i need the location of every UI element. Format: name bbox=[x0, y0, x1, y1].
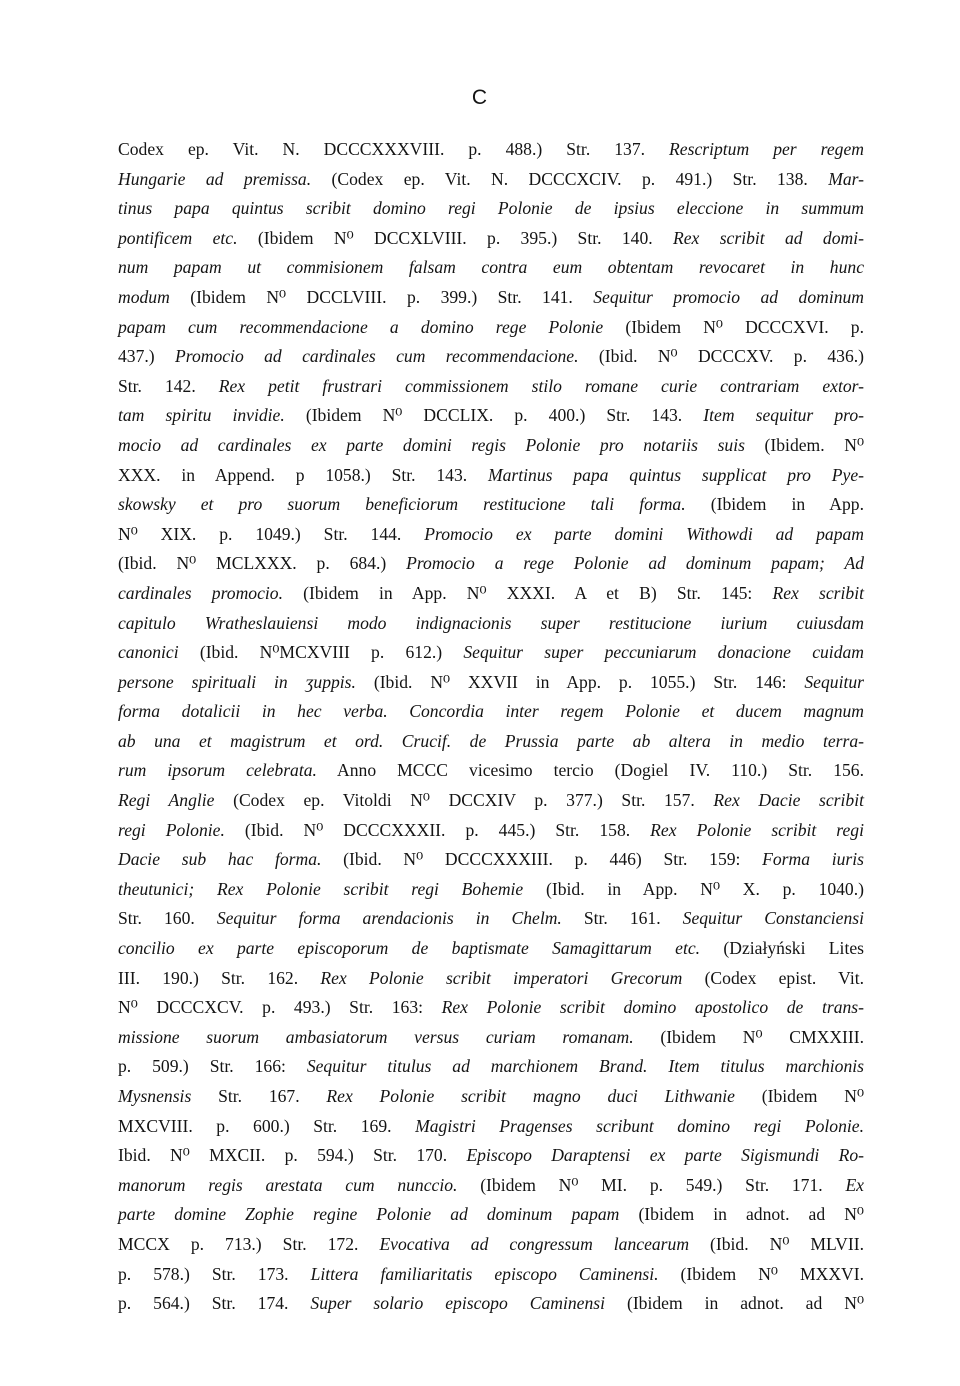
roman-text: (Ibidem N⁰ DCCLVIII. p. 399.) Str. 141. bbox=[169, 286, 594, 307]
roman-text: N⁰ XIX. p. 1049.) Str. 144. bbox=[118, 523, 425, 544]
italic-text: concilio ex parte episcoporum de baptismate Samagittarum etc. bbox=[118, 938, 701, 959]
roman-text: (Ibidem N⁰ DCCLIX. p. 400.) Str. 143. bbox=[284, 405, 704, 426]
text-line bbox=[118, 1052, 864, 1082]
italic-text: skowsky et pro suorum beneficiorum restitucione tali forma. bbox=[118, 494, 686, 515]
roman-text: (Ibidem in adnot. ad N⁰ bbox=[605, 1293, 865, 1314]
text-line bbox=[118, 461, 864, 491]
roman-text: III. 190.) Str. 162. bbox=[118, 967, 321, 988]
italic-text: manorum regis arestata cum nunccio. bbox=[118, 1174, 458, 1195]
text-line bbox=[118, 697, 864, 727]
text-line bbox=[118, 135, 864, 165]
text-line bbox=[118, 1141, 864, 1171]
text-line bbox=[118, 431, 864, 461]
roman-text: (Ibid. in App. N⁰ X. p. 1040.) bbox=[523, 878, 864, 899]
italic-text: forma dotalicii in hec verba. Concordia inter regem Polonie et ducem magnum bbox=[118, 701, 864, 722]
italic-text: Sequitur promocio ad dominum bbox=[593, 286, 865, 307]
italic-text: Mar- bbox=[828, 168, 864, 189]
roman-text: (Codex epist. Vit. bbox=[682, 967, 864, 988]
italic-text: tam spiritu invidie. bbox=[118, 405, 285, 426]
roman-text: (Działyński Lites bbox=[700, 938, 864, 959]
text-line bbox=[118, 1023, 864, 1053]
roman-text: MCCX p. 713.) Str. 172. bbox=[118, 1233, 380, 1254]
roman-text: Str. 160. bbox=[118, 908, 217, 929]
italic-text: Hungarie ad premissa. bbox=[118, 168, 312, 189]
italic-text: Rex Polonie scribit magno duci Lithwanie bbox=[326, 1086, 735, 1106]
italic-text: theutunici; Rex Polonie scribit regi Bohemie bbox=[118, 878, 524, 899]
italic-text: modum bbox=[118, 286, 170, 307]
italic-text: Rex Polonie scribit regi bbox=[650, 819, 864, 840]
italic-text: cardinales promocio. bbox=[118, 582, 283, 603]
text-line bbox=[118, 1082, 864, 1112]
roman-text: MXCVIII. p. 600.) Str. 169. bbox=[118, 1115, 416, 1136]
roman-text: p. 509.) Str. 166: bbox=[118, 1056, 307, 1077]
roman-text: (Ibid. N⁰MCXVIII p. 612.) bbox=[178, 642, 464, 663]
text-line bbox=[118, 1171, 864, 1201]
roman-text: (Ibidem in App. N⁰ XXXI. A et B) Str. 145: bbox=[282, 582, 773, 603]
text-line bbox=[118, 313, 864, 343]
italic-text: Ex bbox=[845, 1174, 864, 1195]
roman-text: Str. 161. bbox=[561, 908, 683, 929]
text-line bbox=[118, 786, 864, 816]
roman-text: (Codex ep. Vit. N. DCCCXCIV. p. 491.) Str. 138. bbox=[311, 168, 829, 189]
text-line bbox=[118, 194, 864, 224]
text-line bbox=[118, 520, 864, 550]
text-line bbox=[118, 1200, 864, 1230]
italic-text: Sequitur titulus ad marchionem Brand. Item titulus marchionis bbox=[306, 1056, 864, 1077]
italic-text: Rescriptum per regem bbox=[669, 139, 864, 159]
roman-text: (Ibidem in App. bbox=[685, 494, 864, 515]
roman-text: p. 578.) Str. 173. bbox=[118, 1263, 311, 1284]
italic-text: missione suorum ambasiatorum versus curiam romanam. bbox=[118, 1026, 634, 1047]
text-line bbox=[118, 993, 864, 1023]
italic-text: papam cum recommendacione a domino rege Polonie bbox=[118, 316, 604, 337]
roman-text: (Ibidem N⁰ CMXXIII. bbox=[633, 1026, 864, 1047]
body-text bbox=[118, 135, 864, 1319]
text-line bbox=[118, 342, 864, 372]
italic-text: Sequitur super peccuniarum donacione cuidam bbox=[463, 642, 864, 663]
italic-text: Rex scribit ad domi- bbox=[672, 227, 864, 248]
text-line bbox=[118, 401, 864, 431]
text-line bbox=[118, 1289, 864, 1319]
italic-text: Rex Polonie scribit imperatori Grecorum bbox=[320, 967, 683, 988]
text-line bbox=[118, 1230, 864, 1260]
italic-text: Rex Polonie scribit domino apostolico de trans- bbox=[441, 997, 864, 1018]
roman-text: (Ibid. N⁰ MCLXXX. p. 684.) bbox=[118, 553, 407, 574]
italic-text: Promocio a rege Polonie ad dominum papam; Ad bbox=[406, 553, 864, 574]
italic-text: Magistri Pragenses scribunt domino regi Polonie. bbox=[415, 1115, 864, 1136]
italic-text: num papam ut commisionem falsam contra eum obtentam revocaret in hunc bbox=[118, 257, 864, 278]
page-header: C bbox=[471, 86, 489, 109]
roman-text: Anno MCCC vicesimo tercio (Dogiel IV. 110.) Str. 156. bbox=[316, 760, 865, 781]
italic-text: Martinus papa quintus supplicat pro Pye- bbox=[487, 464, 865, 485]
roman-text: Str. 167. bbox=[191, 1086, 327, 1106]
text-line bbox=[118, 490, 864, 520]
text-line bbox=[118, 165, 864, 195]
text-line bbox=[118, 934, 864, 964]
roman-text: (Ibidem in adnot. ad N⁰ bbox=[619, 1204, 864, 1225]
italic-text: Rex Dacie scribit bbox=[713, 790, 864, 811]
text-line bbox=[118, 549, 864, 579]
roman-text: (Ibidem N⁰ DCCXLVIII. p. 395.) Str. 140. bbox=[237, 227, 673, 248]
italic-text: mocio ad cardinales ex parte domini regis Polonie pro notariis suis bbox=[118, 434, 745, 455]
italic-text: capitulo Wratheslauiensi modo indignacionis super restitucione iurium cuiusdam bbox=[118, 612, 864, 633]
italic-text: Dacie sub hac forma. bbox=[118, 849, 322, 870]
text-line bbox=[118, 224, 864, 254]
italic-text: rum ipsorum celebrata. bbox=[118, 760, 317, 781]
italic-text: regi Polonie. bbox=[118, 819, 225, 840]
roman-text: (Ibidem N⁰ MXXVI. bbox=[658, 1263, 864, 1284]
roman-text: N⁰ DCCCXCV. p. 493.) Str. 163: bbox=[118, 997, 442, 1018]
roman-text: (Ibid. N⁰ MLVII. bbox=[689, 1233, 864, 1254]
roman-text: XXX. in Append. p 1058.) Str. 143. bbox=[118, 464, 488, 485]
roman-text: (Ibid. N⁰ XXVII in App. p. 1055.) Str. 146: bbox=[355, 671, 805, 692]
italic-text: Sequitur Constanciensi bbox=[682, 908, 864, 929]
italic-text: Rex scribit bbox=[772, 582, 864, 603]
italic-text: persone spirituali in ʒuppis. bbox=[118, 671, 356, 692]
roman-text: (Ibid. N⁰ DCCCXV. p. 436.) bbox=[578, 346, 865, 367]
italic-text: Sequitur bbox=[804, 671, 864, 692]
roman-text: p. 564.) Str. 174. bbox=[118, 1293, 311, 1314]
roman-text: (Ibidem N⁰ bbox=[734, 1086, 864, 1106]
roman-text: (Ibidem N⁰ DCCCXVI. p. bbox=[603, 316, 864, 337]
italic-text: Promocio ad cardinales cum recommendacione. bbox=[175, 346, 579, 367]
italic-text: Littera familiaritatis episcopo Caminensi. bbox=[310, 1263, 659, 1284]
text-line bbox=[118, 372, 864, 402]
text-line bbox=[118, 1112, 864, 1142]
italic-text: Forma iuris bbox=[762, 849, 865, 870]
italic-text: Sequitur forma arendacionis in Chelm. bbox=[216, 908, 562, 929]
text-line bbox=[118, 845, 864, 875]
text-line bbox=[118, 283, 864, 313]
italic-text: tinus papa quintus scribit domino regi Polonie de ipsius eleccione in summum bbox=[118, 198, 864, 219]
roman-text: (Ibid. N⁰ DCCCXXXIII. p. 446) Str. 159: bbox=[321, 849, 763, 870]
roman-text: Ibid. N⁰ MXCII. p. 594.) Str. 170. bbox=[118, 1145, 467, 1166]
roman-text: (Ibid. N⁰ DCCCXXXII. p. 445.) Str. 158. bbox=[224, 819, 651, 840]
text-line bbox=[118, 253, 864, 283]
italic-text: Evocativa ad congressum lancearum bbox=[379, 1233, 690, 1254]
italic-text: Rex petit frustrari commissionem stilo romane curie contrariam extor- bbox=[218, 375, 864, 396]
text-line bbox=[118, 609, 864, 639]
italic-text: Item sequitur pro- bbox=[703, 405, 865, 426]
roman-text: (Ibidem. N⁰ bbox=[744, 434, 864, 455]
italic-text: canonici bbox=[118, 642, 179, 663]
text-line bbox=[118, 579, 864, 609]
roman-text: Str. 142. bbox=[118, 375, 219, 396]
text-line bbox=[118, 727, 864, 757]
text-line bbox=[118, 964, 864, 994]
italic-text: parte domine Zophie regine Polonie ad dominum papam bbox=[118, 1204, 620, 1225]
italic-text: Mysnensis bbox=[118, 1086, 192, 1106]
roman-text: Codex ep. Vit. N. DCCCXXXVIII. p. 488.) Str. 137. bbox=[118, 139, 670, 159]
italic-text: Episcopo Daraptensi ex parte Sigismundi Ro- bbox=[466, 1145, 864, 1166]
text-line bbox=[118, 756, 864, 786]
italic-text: pontificem etc. bbox=[118, 227, 238, 248]
italic-text: Regi Anglie bbox=[118, 790, 215, 811]
text-line bbox=[118, 875, 864, 905]
italic-text: Promocio ex parte domini Withowdi ad papam bbox=[424, 523, 864, 544]
text-line bbox=[118, 1260, 864, 1290]
italic-text: Super solario episcopo Caminensi bbox=[310, 1293, 605, 1314]
roman-text: (Codex ep. Vitoldi N⁰ DCCXIV p. 377.) Str. 157. bbox=[214, 790, 714, 811]
text-line bbox=[118, 904, 864, 934]
text-line bbox=[118, 638, 864, 668]
text-line bbox=[118, 816, 864, 846]
italic-text: ab una et magistrum et ord. Crucif. de Prussia parte ab altera in medio terra- bbox=[118, 730, 864, 751]
roman-text: (Ibidem N⁰ MI. p. 549.) Str. 171. bbox=[457, 1174, 846, 1195]
text-line bbox=[118, 668, 864, 698]
roman-text: 437.) bbox=[118, 346, 176, 367]
